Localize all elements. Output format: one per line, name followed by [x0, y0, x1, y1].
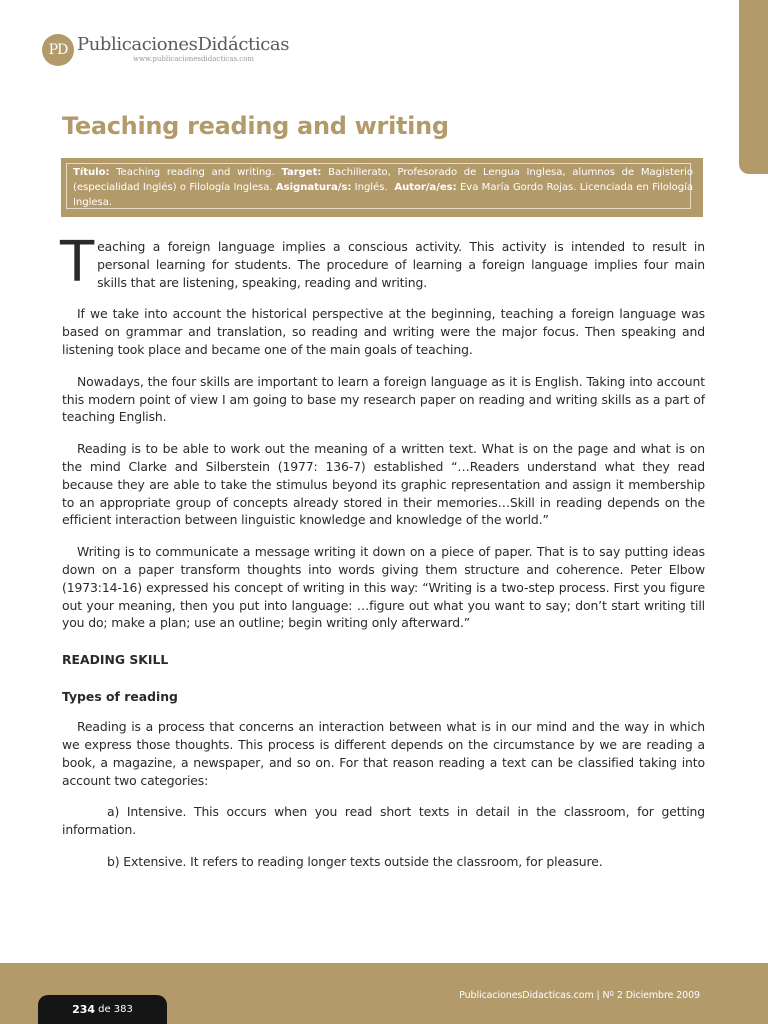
autor-value: Eva María Gordo Rojas. Licenciada en Filología Inglesa.: [73, 182, 693, 208]
list-item-extensive: b) Extensive. It refers to reading longer texts outside the classroom, for pleasure.: [107, 853, 603, 869]
target-value: Bachillerato, Profesorado de Lengua Inglesa, alumnos de Magisterio (especialidad Inglés) o Filología Inglesa.: [73, 167, 693, 193]
autor-label: Autor/a/es:: [394, 182, 457, 193]
page-number: 234: [72, 1003, 96, 1016]
titulo-value: Teaching reading and writing.: [116, 167, 275, 178]
section-heading: READING SKILL: [62, 652, 169, 668]
asignatura-label: Asignatura/s:: [275, 182, 352, 193]
brand-name: PublicacionesDidácticas: [77, 34, 290, 55]
paragraph-intro-text: eaching a foreign language implies a conscious activity. This activity is intended to result in personal learning for students. The procedure of learning a foreign language implies four main skills that are listening, speaking, reading and writing.: [97, 239, 705, 290]
target-label: Target:: [281, 167, 322, 178]
paragraph: Writing is to communicate a message writing it down on a piece of paper. That is to say putting ideas down on a paper transform thoughts into words giving them structure and coherence. Peter Elbow (1973:14-16) expressed his concept of writing in this way: “Writing is a two-step process. First you figure out your meaning, then you put into language: …figure out what you want to say; don’t start writing till you do; make a plan; use an outline; begin writing only afterward.”: [62, 544, 705, 631]
page-total: de 383: [98, 1004, 133, 1015]
subsection-heading: Types of reading: [62, 689, 178, 705]
paragraph-intro: [60, 230, 705, 295]
page-indicator: [38, 995, 167, 1024]
paragraph: Reading is a process that concerns an interaction between what is in our mind and the way in which we express those thoughts. This process is different depends on the circumstance by we are reading a book, a magazine, a newspaper, and so on. For that reason reading a text can be classified taking into account two categories:: [62, 719, 705, 788]
side-tab: [739, 0, 768, 174]
paragraph: Reading is to be able to work out the meaning of a written text. What is on the page and what is on the mind Clarke and Silberstein (1977: 136-7) established “…Readers understand what they read because they are able to take the stimulus beyond its graphic representation and assign it membership to an appropriate group of concepts already stored in their memories…Skill in reading depends on the efficient interaction between linguistic knowledge and knowledge of the world.”: [62, 441, 705, 528]
article-body: [60, 230, 705, 885]
article-info-box: [61, 158, 703, 217]
article-info-text: [73, 165, 693, 210]
article-title: Teaching reading and writing: [62, 112, 449, 140]
logo-text: [77, 35, 289, 63]
titulo-label: Título:: [73, 167, 110, 178]
publisher-logo[interactable]: [42, 34, 289, 66]
asignatura-value: Inglés.: [354, 182, 388, 193]
paragraph: Nowadays, the four skills are important to learn a foreign language as it is English. Taking into account this modern point of view I am going to base my research paper on reading and writing skills as a part of teaching English.: [62, 373, 705, 425]
paragraph: If we take into account the historical perspective at the beginning, teaching a foreign language was based on grammar and translation, so reading and writing were the major focus. Then speaking and listening took place and became one of the main goals of teaching.: [62, 306, 705, 357]
logo-mark-icon: PD: [42, 34, 74, 66]
drop-cap: T: [60, 230, 95, 295]
footer-publication: PublicacionesDidacticas.com | Nº 2 Diciembre 2009: [459, 990, 700, 1001]
list-item-intensive: a) Intensive. This occurs when you read short texts in detail in the classroom, for getting information.: [62, 804, 705, 838]
brand-url: www.publicacionesdidacticas.com: [133, 55, 255, 63]
